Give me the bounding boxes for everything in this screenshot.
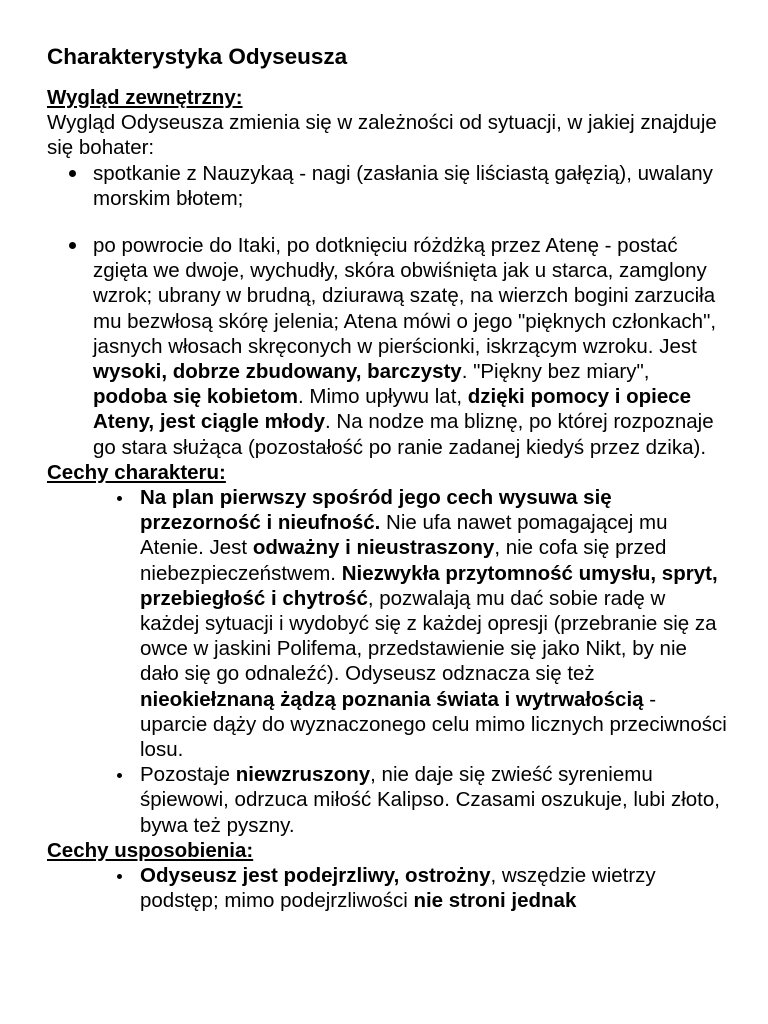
section-heading-temperament: Cechy usposobienia:: [47, 838, 254, 862]
bold-text: Na plan pierwszy spośród jego cech wysuwa się przezorność i nieufność.: [140, 486, 612, 535]
section-heading-character: Cechy charakteru:: [47, 460, 226, 484]
list-item-text: , wszędzie wietrzy podstęp; mimo podejrzliwości: [140, 864, 656, 913]
list-item-text: , nie cofa się przed niebezpieczeństwem.: [140, 536, 667, 585]
character-list: [47, 485, 728, 838]
bold-text: wysoki, dobrze zbudowany, barczysty: [93, 360, 462, 384]
bullet-icon: [69, 170, 76, 177]
appearance-list: [47, 161, 728, 460]
page-title: Charakterystyka Odyseusza: [47, 44, 348, 69]
list-item-text: po powrocie do Itaki, po dotknięciu różdżką przez Atenę - postać zgięta we dwoje, wychudły, skóra obwiśnięta jak u starca, zamglony wzrok; ubrany w brudną, dziurawą szatę, na wierzch bogini zarzuciła mu bezwłosą skórę jelenia; Atena mówi o jego "pięknych członkach", jasnych włosach skręconych w pierścionki, iskrzącym wzroku. Jest: [93, 234, 717, 358]
bold-text: nieokiełznaną żądzą poznania świata i wytrwałością: [140, 687, 644, 711]
temperament-list: [47, 863, 728, 913]
bullet-icon: [117, 496, 122, 501]
bold-text: podoba się kobietom: [93, 385, 299, 409]
list-item-text: spotkanie z Nauzykaą - nagi (zasłania się liściastą gałęzią), uwalany morskim błotem;: [93, 161, 713, 210]
list-item: [47, 863, 728, 913]
bullet-icon: [117, 773, 122, 778]
bold-text: niewzruszony: [235, 763, 371, 787]
bullet-icon: [69, 242, 76, 249]
list-item-text: , nie daje się zwieść syreniemu śpiewowi, odrzuca miłość Kalipso. Czasami oszukuje, lubi złoto, bywa też pyszny.: [140, 763, 720, 837]
list-item-text: Pozostaje: [140, 763, 236, 787]
bullet-icon: [117, 874, 122, 879]
list-item: [47, 762, 728, 838]
list-item-text: . "Piękny bez miary",: [461, 360, 650, 384]
section-heading-appearance: Wygląd zewnętrzny:: [47, 86, 243, 109]
bold-text: nie stroni jednak: [413, 889, 577, 913]
list-item: [47, 233, 728, 460]
list-item: [47, 485, 728, 762]
appearance-intro: Wygląd Odyseusza zmienia się w zależności od sytuacji, w jakiej znajduje się bohater:: [47, 111, 717, 160]
bold-text: odważny i nieustraszony: [252, 536, 495, 560]
list-item-text: . Mimo upływu lat,: [298, 385, 468, 409]
bold-text: dzięki pomocy i opiece Ateny, jest ciągle młody: [93, 385, 692, 434]
bold-text: Odyseusz jest podejrzliwy, ostrożny: [140, 864, 491, 888]
list-item-text: . Na nodze ma bliznę, po której rozpoznaje go stara służąca (pozostałość po ranie zadanej kiedyś przez dzika).: [93, 410, 714, 459]
list-item-text: - uparcie dąży do wyznaczonego celu mimo licznych przeciwności losu.: [140, 687, 727, 762]
bold-text: Niezwykła przytomność umysłu, spryt, przebiegłość i chytrość: [140, 561, 718, 610]
list-item: [47, 161, 728, 211]
list-item-text: , pozwalają mu dać sobie radę w każdej sytuacji i wydobyć się z każdej opresji (przebranie się za owce w jaskini Polifema, przedstawienie się jako Nikt, by nie dało się go odnaleźć). Odyseusz odznacza się też: [140, 586, 717, 686]
list-item-text: Nie ufa nawet pomagającej mu Atenie. Jest: [140, 511, 668, 560]
